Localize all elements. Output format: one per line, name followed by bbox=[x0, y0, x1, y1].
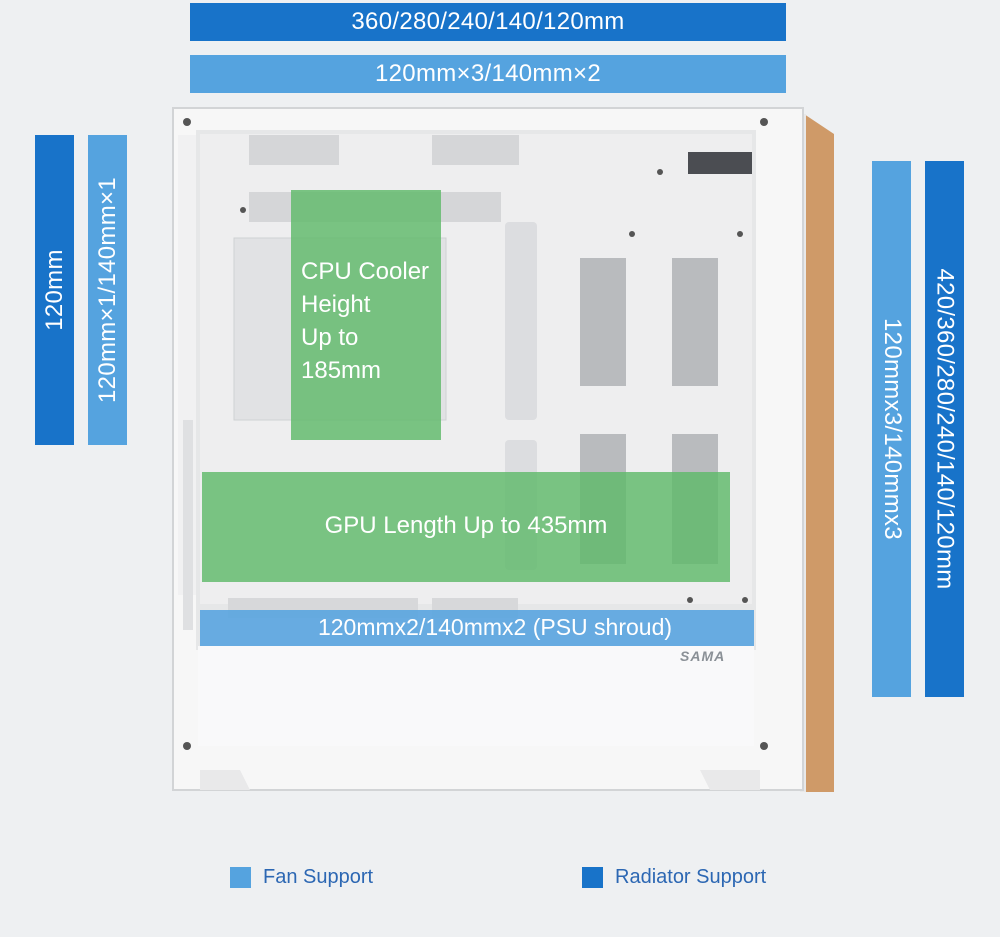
rear-radiator-bar bbox=[35, 135, 74, 445]
rear-fan-label: 120mm×1/140mm×1 bbox=[93, 177, 121, 403]
mesh-panel bbox=[672, 258, 718, 386]
front-radiator-bar bbox=[925, 161, 964, 697]
mesh-panel bbox=[580, 258, 626, 386]
top-radiator-label: 360/280/240/140/120mm bbox=[351, 8, 625, 35]
legend-fan-label: Fan Support bbox=[263, 866, 374, 888]
cpu-cooler-line1: CPU Cooler bbox=[301, 258, 430, 285]
legend-radiator-label: Radiator Support bbox=[615, 866, 767, 888]
cpu-cooler-line3: Up to bbox=[301, 324, 359, 351]
gpu-length-label: GPU Length Up to 435mm bbox=[324, 512, 608, 539]
rear-fan-bar bbox=[88, 135, 127, 445]
cpu-cooler-line4: 185mm bbox=[301, 357, 382, 384]
wood-front-panel bbox=[804, 114, 834, 792]
legend-fan-support bbox=[230, 866, 373, 889]
rear-radiator-label: 120mm bbox=[40, 249, 68, 331]
legend-radiator-support bbox=[582, 866, 766, 889]
top-radiator-bar bbox=[190, 3, 786, 41]
top-fan-bar bbox=[190, 55, 786, 93]
cpu-cooler-label bbox=[301, 255, 429, 387]
legend-fan-swatch bbox=[230, 867, 251, 888]
front-fan-label: 120mmx3/140mmx3 bbox=[878, 318, 906, 540]
brand-logo: SAMA bbox=[680, 648, 726, 664]
front-radiator-label: 420/360/280/240/140/120mm bbox=[931, 268, 959, 590]
psu-shroud-label: 120mmx2/140mmx2 (PSU shroud) bbox=[317, 614, 673, 640]
front-fan-bar bbox=[872, 161, 911, 697]
psu-shroud bbox=[198, 646, 754, 746]
top-fan-label: 120mm×3/140mm×2 bbox=[375, 60, 601, 87]
legend-radiator-swatch bbox=[582, 867, 603, 888]
case-foot bbox=[700, 770, 760, 790]
cpu-cooler-line2: Height bbox=[301, 291, 371, 318]
